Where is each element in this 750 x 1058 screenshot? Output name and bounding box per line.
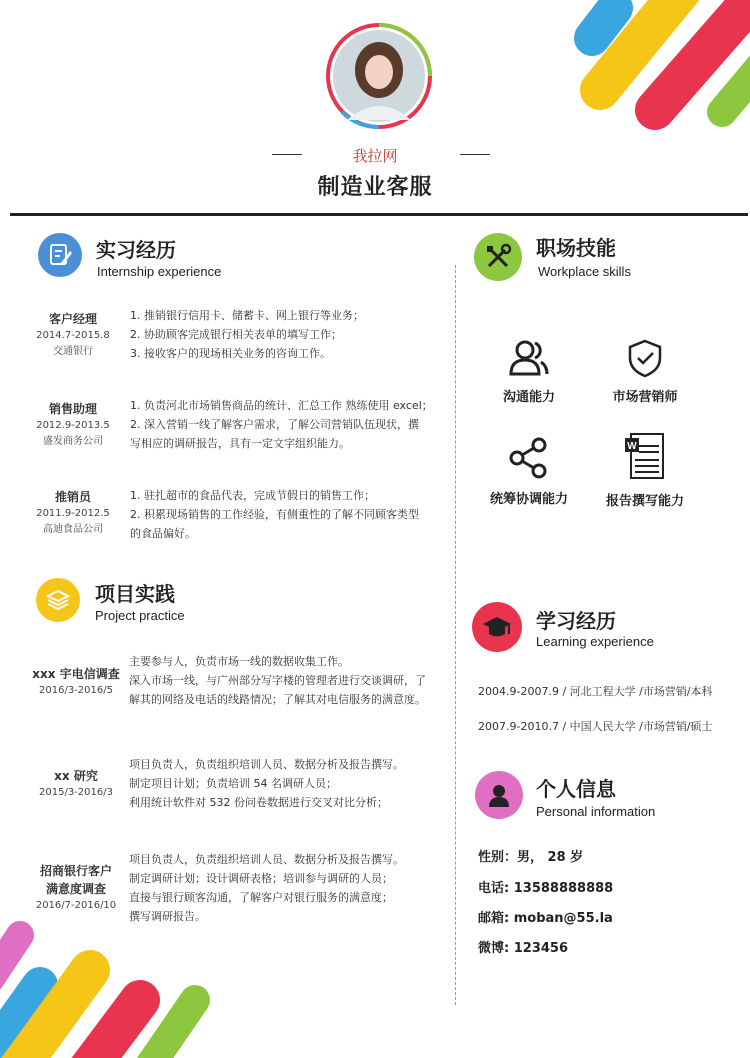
brand-dash-right <box>460 154 490 155</box>
share-icon <box>507 436 551 480</box>
detail-line: 2. 深入营销一线了解客户需求，了解公司营销队伍现状，撰 <box>130 418 419 431</box>
detail-line: 项目负责人，负责组织培训人员、数据分析及报告撰写。 <box>129 853 404 866</box>
date: 2015/3-2016/3 <box>39 787 113 798</box>
page-title: 制造业客服 <box>317 175 433 200</box>
brand-name: 我拉网 <box>352 147 398 165</box>
header-rule <box>10 213 748 216</box>
project-entry-3-details <box>129 850 404 926</box>
detail-line: 的食品偏好。 <box>130 527 196 540</box>
detail-line: 解其的网络及电话的线路情况；了解其对电信服务的满意度。 <box>129 693 426 706</box>
personal-title: 个人信息 <box>536 777 616 801</box>
detail-line: 1. 驻扎超市的食品代表，完成节假日的销售工作； <box>130 489 375 502</box>
organization: 交通银行 <box>53 346 93 357</box>
education-title: 学习经历 <box>536 609 616 633</box>
detail-line: 2. 积累现场销售的工作经验，有侧重性的了解不同顾客类型 <box>130 508 419 521</box>
skill-label: 统筹协调能力 <box>489 492 568 507</box>
detail-line: 项目负责人，负责组织培训人员、数据分析及报告撰写。 <box>129 758 404 771</box>
internship-entry-1-details <box>130 306 364 363</box>
project-name: 满意度调查 <box>45 882 106 896</box>
detail-line: 利用统计软件对 532 份问卷数据进行交叉对比分析； <box>129 796 388 809</box>
detail-line: 制定调研计划；设计调研表格；培训参与调研的人员； <box>129 872 393 885</box>
shield-check-icon <box>625 338 665 378</box>
internship-entry-1-meta <box>23 310 123 360</box>
project-title: 项目实践 <box>95 582 175 606</box>
project-subtitle: Project practice <box>95 608 185 623</box>
role: 客户经理 <box>48 312 97 326</box>
project-name: 招商银行客户 <box>39 864 112 878</box>
personal-subtitle: Personal information <box>536 804 656 819</box>
detail-line: 直接与银行顾客沟通，了解客户对银行服务的满意度； <box>129 891 393 904</box>
edit-icon <box>38 233 82 277</box>
project-entry-1-meta <box>26 665 126 699</box>
date: 2016/3-2016/5 <box>39 685 113 696</box>
skills-title: 职场技能 <box>536 236 616 260</box>
date: 2014.7-2015.8 <box>36 330 110 341</box>
project-name: xx 研究 <box>54 769 98 783</box>
project-entry-3-meta <box>26 862 126 914</box>
bottom-left-stripes <box>0 935 195 1058</box>
skill-label: 市场营销师 <box>612 390 678 405</box>
project-entry-2-meta <box>26 767 126 801</box>
svg-text:W: W <box>627 441 637 452</box>
role: 销售助理 <box>48 402 97 416</box>
person-icon <box>475 771 523 819</box>
detail-line: 1. 推销银行信用卡、储蓄卡、网上银行等业务； <box>130 309 364 322</box>
skill-communication <box>469 338 589 405</box>
education-subtitle: Learning experience <box>536 634 654 649</box>
internship-entry-2-meta <box>23 400 123 450</box>
detail-line: 2. 协助顾客完成银行相关表单的填写工作； <box>130 328 342 341</box>
gender-age: 性别：男， 28 岁 <box>478 850 584 865</box>
internship-entry-2-details <box>130 396 433 453</box>
detail-line: 主要参与人，负责市场一线的数据收集工作。 <box>129 655 349 668</box>
date: 2012.9-2013.5 <box>36 420 110 431</box>
date: 2011.9-2012.5 <box>36 508 110 519</box>
top-right-stripes <box>592 0 750 112</box>
internship-title: 实习经历 <box>96 238 176 262</box>
skill-report-writing <box>585 432 705 509</box>
detail-line: 撰写调研报告。 <box>129 910 206 923</box>
skills-subtitle: Workplace skills <box>538 264 631 279</box>
detail-line: 1. 负责河北市场销售商品的统计、汇总工作 熟练使用 excel； <box>130 399 433 412</box>
word-document-icon <box>623 432 667 482</box>
skill-marketing <box>585 338 705 405</box>
avatar <box>322 22 436 130</box>
detail-line: 制定项目计划；负责培训 54 名调研人员； <box>129 777 337 790</box>
project-entry-1-details <box>129 652 426 709</box>
role: 推销员 <box>54 490 91 504</box>
organization: 高迪食品公司 <box>43 524 103 535</box>
graduation-cap-icon <box>472 602 522 652</box>
detail-line: 3. 接收客户的现场相关业务的咨询工作。 <box>130 347 331 360</box>
project-name: xxx 宇电信调查 <box>32 667 120 681</box>
organization: 盛发商务公司 <box>43 436 103 447</box>
skill-coordination <box>469 436 589 507</box>
internship-entry-3-details <box>130 486 419 543</box>
weibo: 微博: 123456 <box>478 941 568 956</box>
education-entry: 2007.9-2010.7 / 中国人民大学 /市场营销/硕士 <box>478 720 713 733</box>
users-icon <box>507 338 551 378</box>
detail-line: 深入市场一线，与广州部分写字楼的管理者进行交谈调研，了 <box>129 674 426 687</box>
tools-icon <box>474 233 522 281</box>
column-divider <box>455 265 456 1005</box>
layers-icon <box>36 578 80 622</box>
internship-entry-3-meta <box>23 488 123 538</box>
internship-subtitle: Internship experience <box>97 264 222 279</box>
education-entry: 2004.9-2007.9 / 河北工程大学 /市场营销/本科 <box>478 685 713 698</box>
project-entry-2-details <box>129 755 404 812</box>
detail-line: 写相应的调研报告，具有一定文字组织能力。 <box>130 437 350 450</box>
phone: 电话: 13588888888 <box>478 881 614 896</box>
skill-label: 报告撰写能力 <box>605 494 684 509</box>
date: 2016/7-2016/10 <box>35 900 117 911</box>
email: 邮箱: moban@55.la <box>478 911 613 926</box>
skill-label: 沟通能力 <box>502 390 555 405</box>
